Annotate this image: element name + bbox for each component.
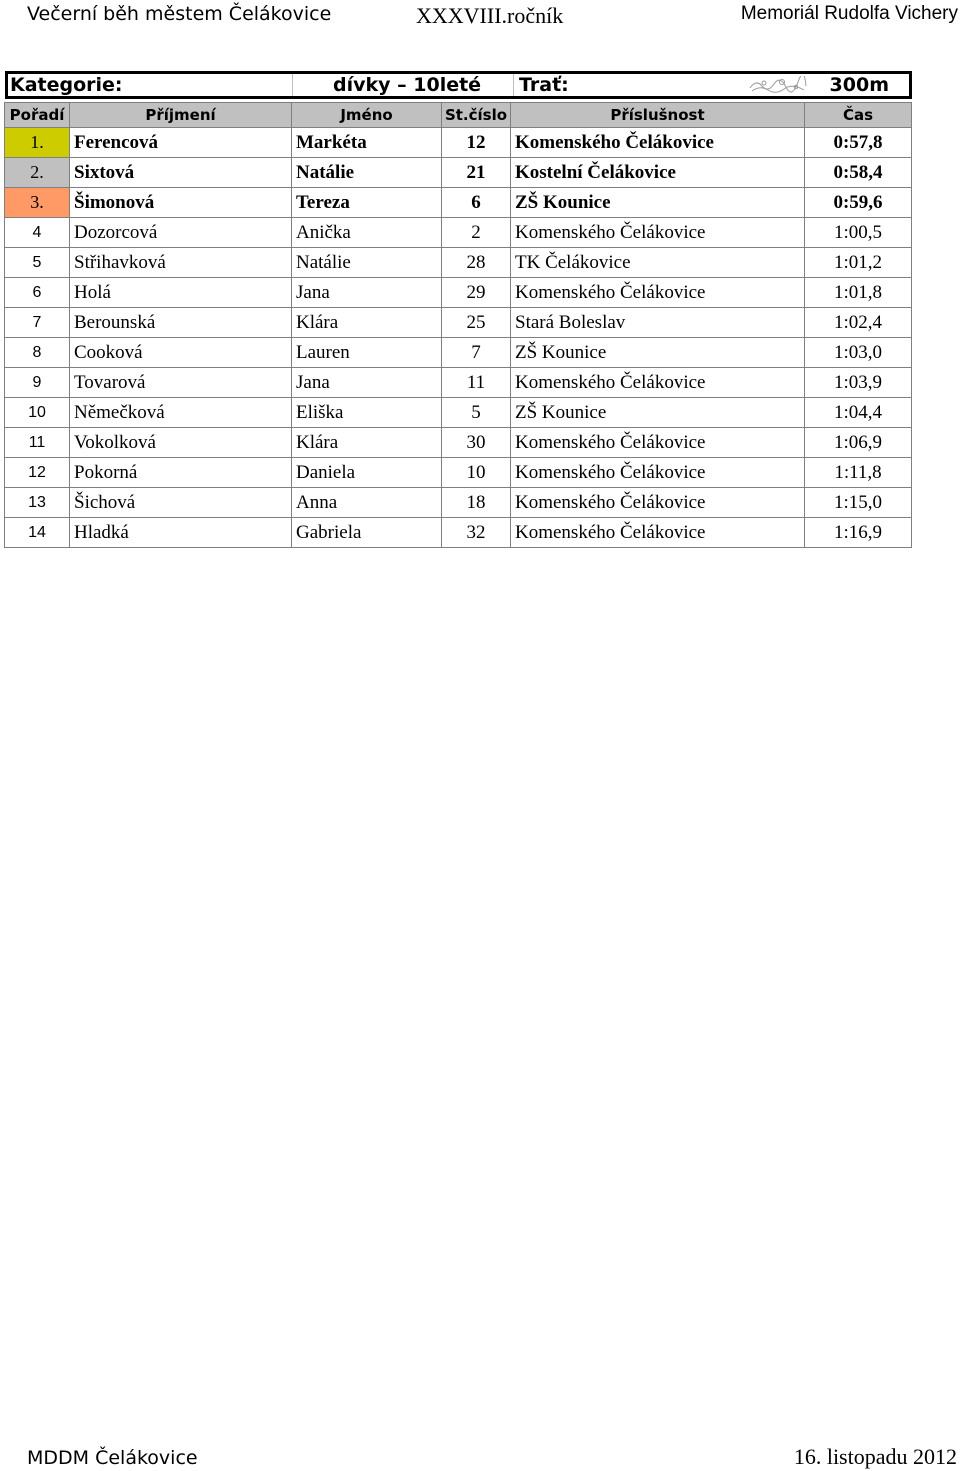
table-row <box>5 428 912 458</box>
category-value: dívky – 10leté <box>333 74 482 96</box>
cell-club: Komenského Čelákovice <box>511 128 805 158</box>
cell-surname: Hladká <box>70 518 292 548</box>
cell-first-name: Jana <box>292 278 442 308</box>
cell-club: Komenského Čelákovice <box>511 458 805 488</box>
cell-first-name: Lauren <box>292 338 442 368</box>
event-edition: XXXVIII.ročník <box>416 3 564 28</box>
cell-rank: 10 <box>5 398 70 428</box>
cell-rank: 5 <box>5 248 70 278</box>
table-row <box>5 518 912 548</box>
cell-club: Stará Boleslav <box>511 308 805 338</box>
cell-first-name: Daniela <box>292 458 442 488</box>
cell-club: Komenského Čelákovice <box>511 518 805 548</box>
table-row <box>5 158 912 188</box>
cell-rank: 12 <box>5 458 70 488</box>
cell-bib: 18 <box>442 488 511 518</box>
cell-surname: Cooková <box>70 338 292 368</box>
cell-first-name: Eliška <box>292 398 442 428</box>
cell-time: 1:03,9 <box>805 368 912 398</box>
cell-time: 0:59,6 <box>805 188 912 218</box>
memorial-name: Memoriál Rudolfa Vichery <box>740 3 958 24</box>
cell-rank: 2. <box>5 158 70 188</box>
table-row <box>5 458 912 488</box>
table-row <box>5 338 912 368</box>
cell-first-name: Klára <box>292 428 442 458</box>
cell-bib: 25 <box>442 308 511 338</box>
table-header-row <box>5 103 912 128</box>
table-row <box>5 188 912 218</box>
cell-surname: Ferencová <box>70 128 292 158</box>
cell-surname: Berounská <box>70 308 292 338</box>
table-row <box>5 128 912 158</box>
cell-club: ZŠ Kounice <box>511 188 805 218</box>
cell-club: ZŠ Kounice <box>511 398 805 428</box>
cell-bib: 6 <box>442 188 511 218</box>
event-logo-icon <box>748 76 808 94</box>
cell-rank: 1. <box>5 128 70 158</box>
cell-time: 1:01,8 <box>805 278 912 308</box>
table-row <box>5 308 912 338</box>
cell-time: 1:01,2 <box>805 248 912 278</box>
cell-surname: Němečková <box>70 398 292 428</box>
cell-surname: Holá <box>70 278 292 308</box>
cell-club: TK Čelákovice <box>511 248 805 278</box>
distance-value: 300m <box>829 74 889 96</box>
category-label: Kategorie: <box>10 74 123 96</box>
cell-rank: 6 <box>5 278 70 308</box>
cell-bib: 2 <box>442 218 511 248</box>
column-header-surname: Příjmení <box>70 103 292 128</box>
table-row <box>5 368 912 398</box>
cell-bib: 32 <box>442 518 511 548</box>
cell-time: 1:03,0 <box>805 338 912 368</box>
table-row <box>5 218 912 248</box>
cell-rank: 7 <box>5 308 70 338</box>
cell-club: ZŠ Kounice <box>511 338 805 368</box>
cell-time: 0:57,8 <box>805 128 912 158</box>
cell-rank: 14 <box>5 518 70 548</box>
table-row <box>5 248 912 278</box>
cell-time: 1:11,8 <box>805 458 912 488</box>
cell-rank: 4 <box>5 218 70 248</box>
column-header-bib: St.číslo <box>442 103 511 128</box>
cell-surname: Střihavková <box>70 248 292 278</box>
cell-bib: 10 <box>442 458 511 488</box>
column-header-rank: Pořadí <box>5 103 70 128</box>
event-title: Večerní běh městem Čelákovice <box>27 3 332 25</box>
cell-surname: Pokorná <box>70 458 292 488</box>
cell-time: 1:00,5 <box>805 218 912 248</box>
cell-time: 1:15,0 <box>805 488 912 518</box>
cell-time: 1:04,4 <box>805 398 912 428</box>
cell-surname: Šimonová <box>70 188 292 218</box>
column-header-club: Příslušnost <box>511 103 805 128</box>
cell-club: Komenského Čelákovice <box>511 278 805 308</box>
cell-first-name: Anna <box>292 488 442 518</box>
cell-bib: 30 <box>442 428 511 458</box>
table-row <box>5 488 912 518</box>
category-bar <box>5 71 912 99</box>
cell-surname: Vokolková <box>70 428 292 458</box>
cell-first-name: Natálie <box>292 158 442 188</box>
cell-surname: Dozorcová <box>70 218 292 248</box>
table-row <box>5 278 912 308</box>
cell-bib: 7 <box>442 338 511 368</box>
cell-first-name: Tereza <box>292 188 442 218</box>
cell-rank: 9 <box>5 368 70 398</box>
cell-club: Komenského Čelákovice <box>511 368 805 398</box>
cell-bib: 29 <box>442 278 511 308</box>
cell-first-name: Gabriela <box>292 518 442 548</box>
cell-time: 1:16,9 <box>805 518 912 548</box>
cell-club: Komenského Čelákovice <box>511 488 805 518</box>
cell-bib: 12 <box>442 128 511 158</box>
cell-bib: 28 <box>442 248 511 278</box>
cell-bib: 11 <box>442 368 511 398</box>
results-table <box>4 102 912 548</box>
cell-surname: Tovarová <box>70 368 292 398</box>
cell-rank: 13 <box>5 488 70 518</box>
track-label: Trať: <box>519 74 569 96</box>
cell-bib: 5 <box>442 398 511 428</box>
cell-surname: Sixtová <box>70 158 292 188</box>
cell-first-name: Natálie <box>292 248 442 278</box>
cell-club: Kostelní Čelákovice <box>511 158 805 188</box>
cell-first-name: Anička <box>292 218 442 248</box>
cell-bib: 21 <box>442 158 511 188</box>
cell-surname: Šichová <box>70 488 292 518</box>
column-header-time: Čas <box>805 103 912 128</box>
table-row <box>5 398 912 428</box>
cell-rank: 3. <box>5 188 70 218</box>
cell-time: 1:06,9 <box>805 428 912 458</box>
cell-rank: 11 <box>5 428 70 458</box>
column-header-first-name: Jméno <box>292 103 442 128</box>
cell-time: 1:02,4 <box>805 308 912 338</box>
cell-first-name: Markéta <box>292 128 442 158</box>
cell-first-name: Klára <box>292 308 442 338</box>
cell-time: 0:58,4 <box>805 158 912 188</box>
cell-club: Komenského Čelákovice <box>511 428 805 458</box>
cell-club: Komenského Čelákovice <box>511 218 805 248</box>
cell-rank: 8 <box>5 338 70 368</box>
organizer: MDDM Čelákovice <box>27 1447 198 1469</box>
event-date: 16. listopadu 2012 <box>793 1444 957 1469</box>
cell-first-name: Jana <box>292 368 442 398</box>
